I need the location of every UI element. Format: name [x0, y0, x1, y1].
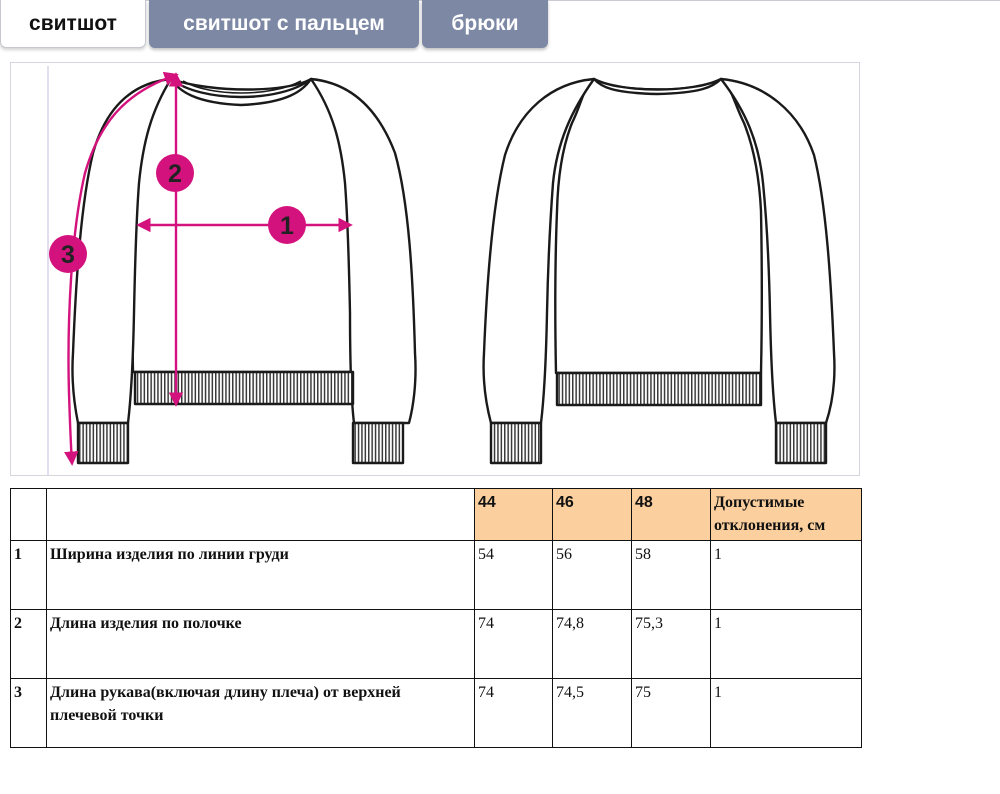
row-number: 3 [11, 679, 47, 748]
cell-tolerance: 1 [711, 679, 862, 748]
cell-size-48: 75,3 [632, 610, 711, 679]
front-hem-rib [135, 372, 353, 404]
header-cell-label [47, 489, 475, 541]
cell-size-48: 75 [632, 679, 711, 748]
header-size-44: 44 [475, 489, 553, 541]
table-row [11, 679, 862, 748]
row-number: 2 [11, 610, 47, 679]
cell-tolerance: 1 [711, 610, 862, 679]
size-table [10, 488, 862, 748]
header-tolerance: Допустимые отклонения, см [711, 489, 862, 541]
header-size-48: 48 [632, 489, 711, 541]
svg-text:1: 1 [280, 212, 294, 240]
marker-3 [49, 235, 87, 273]
cell-tolerance: 1 [711, 541, 862, 610]
cell-size-48: 58 [632, 541, 711, 610]
row-number: 1 [11, 541, 47, 610]
back-view [484, 79, 835, 463]
svg-text:2: 2 [168, 160, 182, 188]
row-label: Длина изделия по полочке [47, 610, 475, 679]
marker-1 [268, 206, 306, 244]
tab-sweatshirt-thumbhole[interactable]: свитшот с пальцем [149, 0, 419, 48]
row-label: Длина рукава(включая длину плеча) от верхней плечевой точки [47, 679, 475, 748]
header-size-46: 46 [553, 489, 632, 541]
tab-bar [0, 0, 1000, 50]
back-body [555, 79, 761, 373]
marker-2 [156, 154, 194, 192]
cell-size-46: 74,8 [553, 610, 632, 679]
back-left-cuff [491, 423, 541, 463]
row-label: Ширина изделия по линии груди [47, 541, 475, 610]
back-hem-rib [557, 373, 761, 405]
front-right-cuff [353, 423, 403, 463]
cell-size-44: 54 [475, 541, 553, 610]
sweatshirt-illustration [11, 63, 861, 477]
cell-size-46: 56 [553, 541, 632, 610]
front-view [72, 79, 415, 463]
table-row [11, 610, 862, 679]
svg-text:3: 3 [61, 241, 75, 269]
cell-size-44: 74 [475, 679, 553, 748]
cell-size-46: 74,5 [553, 679, 632, 748]
tab-trousers[interactable]: брюки [422, 0, 548, 48]
cell-size-44: 74 [475, 610, 553, 679]
garment-measurement-diagram [10, 62, 860, 476]
table-header-row [11, 489, 862, 541]
tab-sweatshirt[interactable]: свитшот [0, 0, 146, 48]
table-row [11, 541, 862, 610]
front-left-cuff [78, 423, 128, 463]
header-cell-num [11, 489, 47, 541]
back-right-cuff [776, 423, 826, 463]
